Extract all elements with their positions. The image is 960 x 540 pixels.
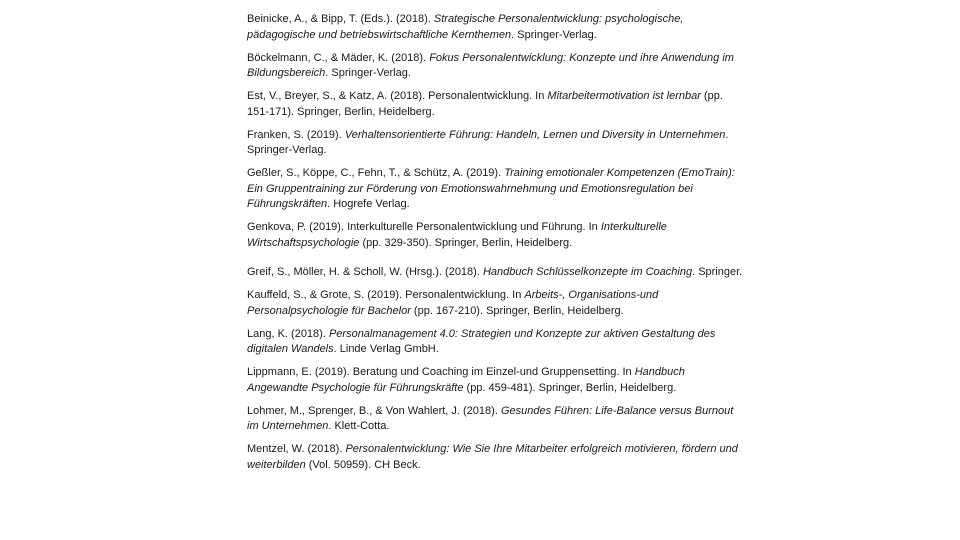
- reference-item: Beinicke, A., & Bipp, T. (Eds.). (2018). Strategische Personalentwicklung: psychologische, pädagogische und betriebswirtschaftliche Kernthemen. Springer-Verlag.: [247, 13, 684, 41]
- reference-item: Greif, S., Möller, H. & Scholl, W. (Hrsg.). (2018). Handbuch Schlüsselkonzepte im Coaching. Springer.: [247, 266, 743, 278]
- reference-item: Lohmer, M., Sprenger, B., & Von Wahlert, J. (2018). Gesundes Führen: Life-Balance versus Burnout im Unternehmen. Klett-Cotta.: [247, 404, 734, 432]
- reference-list: [247, 12, 747, 481]
- reference-item: Geßler, S., Köppe, C., Fehn, T., & Schütz, A. (2019). Training emotionaler Kompetenzen (EmoTrain): Ein Gruppentraining zur Förderung von Emotionswahrnehmung und Emotionsregulation bei Führungskräften. Hogrefe Verlag.: [247, 167, 735, 210]
- reference-item: Böckelmann, C., & Mäder, K. (2018). Fokus Personalentwicklung: Konzepte und ihre Anwendung im Bildungsbereich. Springer-Verlag.: [247, 51, 734, 79]
- reference-item: Est, V., Breyer, S., & Katz, A. (2018). Personalentwicklung. In Mitarbeitermotivation ist lernbar (pp. 151-171). Springer, Berlin, Heidelberg.: [247, 90, 723, 118]
- reference-item: Lang, K. (2018). Personalmanagement 4.0: Strategien und Konzepte zur aktiven Gestaltung des digitalen Wandels. Linde Verlag GmbH.: [247, 327, 716, 355]
- reference-item: Kauffeld, S., & Grote, S. (2019). Personalentwicklung. In Arbeits-, Organisations-und Personalpsychologie für Bachelor (pp. 167-210). Springer, Berlin, Heidelberg.: [247, 289, 659, 317]
- reference-item: Mentzel, W. (2018). Personalentwicklung: Wie Sie Ihre Mitarbeiter erfolgreich motivieren, fördern und weiterbilden (Vol. 50959). CH Beck.: [247, 443, 738, 471]
- reference-item: Genkova, P. (2019). Interkulturelle Personalentwicklung und Führung. In Interkulturelle Wirtschaftspsychologie (pp. 329-350). Springer, Berlin, Heidelberg.: [247, 221, 667, 249]
- reference-item: Lippmann, E. (2019). Beratung und Coaching im Einzel-und Gruppensetting. In Handbuch Angewandte Psychologie für Führungskräfte (pp. 459-481). Springer, Berlin, Heidelberg.: [247, 366, 685, 394]
- reference-item: Franken, S. (2019). Verhaltensorientierte Führung: Handeln, Lernen und Diversity in Unternehmen. Springer-Verlag.: [247, 128, 729, 156]
